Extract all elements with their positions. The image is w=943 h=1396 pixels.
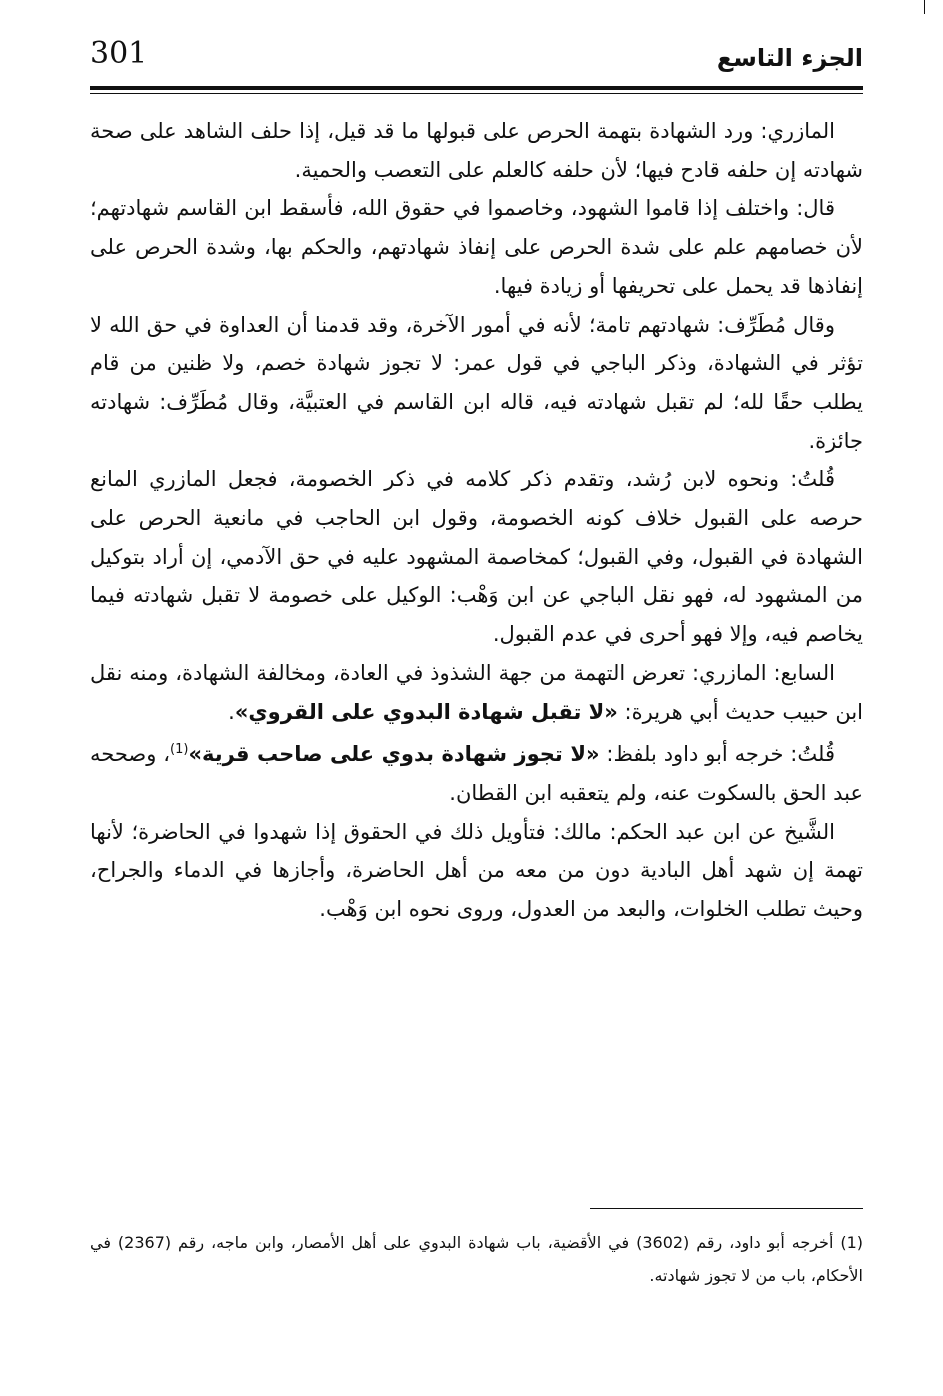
paragraph-text: . <box>228 699 235 724</box>
paragraph: المازري: ورد الشهادة بتهمة الحرص على قبولها ما قد قيل، إذا حلف الشاهد على صحة شهادته إن حلفه قادح فيها؛ لأن حلفه كالعلم على التعصب والحمية. <box>90 119 863 182</box>
main-text <box>90 112 863 929</box>
paragraph-text: ، وصححه عبد الحق بالسكوت عنه، ولم يتعقبه ابن القطان. <box>90 742 863 805</box>
paragraph: قُلتُ: ونحوه لابن رُشد، وتقدم ذكر كلامه في ذكر الخصومة، فجعل المازري المانع حرصه على القبول خلاف كونه الخصومة، وقول ابن الحاجب في مانعية الحرص على الشهادة في القبول، وفي القبول؛ كمخاصمة المشهود عليه في حق الآدمي، إن أراد بتوكيل من المشهود له، فهو نقل الباجي عن ابن وَهْب: الوكيل على خصومة لا تقبل شهادته فيما يخاصم فيه، وإلا فهو أحرى في عدم القبول. <box>90 467 863 647</box>
page-header <box>90 30 863 86</box>
header-rule-thick <box>90 86 863 90</box>
paragraph <box>90 731 863 812</box>
paragraph-text: السابع: المازري: تعرض التهمة من جهة الشذوذ في العادة، ومخالفة الشهادة، ومنه نقل ابن حبيب حديث أبي هريرة: <box>90 660 863 724</box>
paragraph: قال: واختلف إذا قاموا الشهود، وخاصموا في حقوق الله، فأسقط ابن القاسم شهادتهم؛ لأن خصامهم علم على شدة الحرص على إنفاذ شهادتهم، والحكم بها، وشدة الحرص على إنفاذها قد يحمل على تحريفها أو زيادة فيها. <box>90 196 863 298</box>
crop-mark <box>924 0 925 14</box>
paragraph: وقال مُطَرِّف: شهادتهم تامة؛ لأنه في أمور الآخرة، وقد قدمنا أن العداوة في حق الله لا تؤثر في الشهادة، وذكر الباجي في قول عمر: لا تجوز شهادة خصم، ولا ظنين من قام يطلب حقًا لله؛ لم تقبل شهادته فيه، قاله ابن القاسم في العتبيَّة، وقال مُطَرِّف: شهادته جائزة. <box>90 312 863 453</box>
paragraph: الشَّيخ عن ابن عبد الحكم: مالك: فتأويل ذلك في الحقوق إذا شهدوا في الحاضرة؛ لأنها تهمة إن شهد أهل البادية دون من معه من أهل الحاضرة، وأجازها في الدماء والجراح، وحيث تطلب الخلوات، والبعد من العدول، وروى نحوه ابن وَهْب. <box>90 819 863 922</box>
hadith-quote: «لا تجوز شهادة بدوي على صاحب قرية» <box>188 742 600 767</box>
paragraph-text: قُلتُ: خرجه أبو داود بلفظ: <box>599 742 835 767</box>
running-title: الجزء التاسع <box>716 44 863 72</box>
footnote <box>90 1226 863 1292</box>
footnote-text: (1) أخرجه أبو داود، رقم (3602) في الأقضية، باب شهادة البدوي على أهل الأمصار، وابن ماجه، رقم (2367) في الأحكام، باب من لا تجوز شهادته. <box>90 1233 863 1285</box>
paragraph <box>90 654 863 731</box>
hadith-quote: «لا تقبل شهادة البدوي على القروي» <box>234 699 618 724</box>
page-number: 301 <box>90 36 148 71</box>
footnote-marker: (1) <box>170 742 189 758</box>
footnote-separator <box>590 1208 863 1209</box>
header-rule-thin <box>90 93 863 94</box>
